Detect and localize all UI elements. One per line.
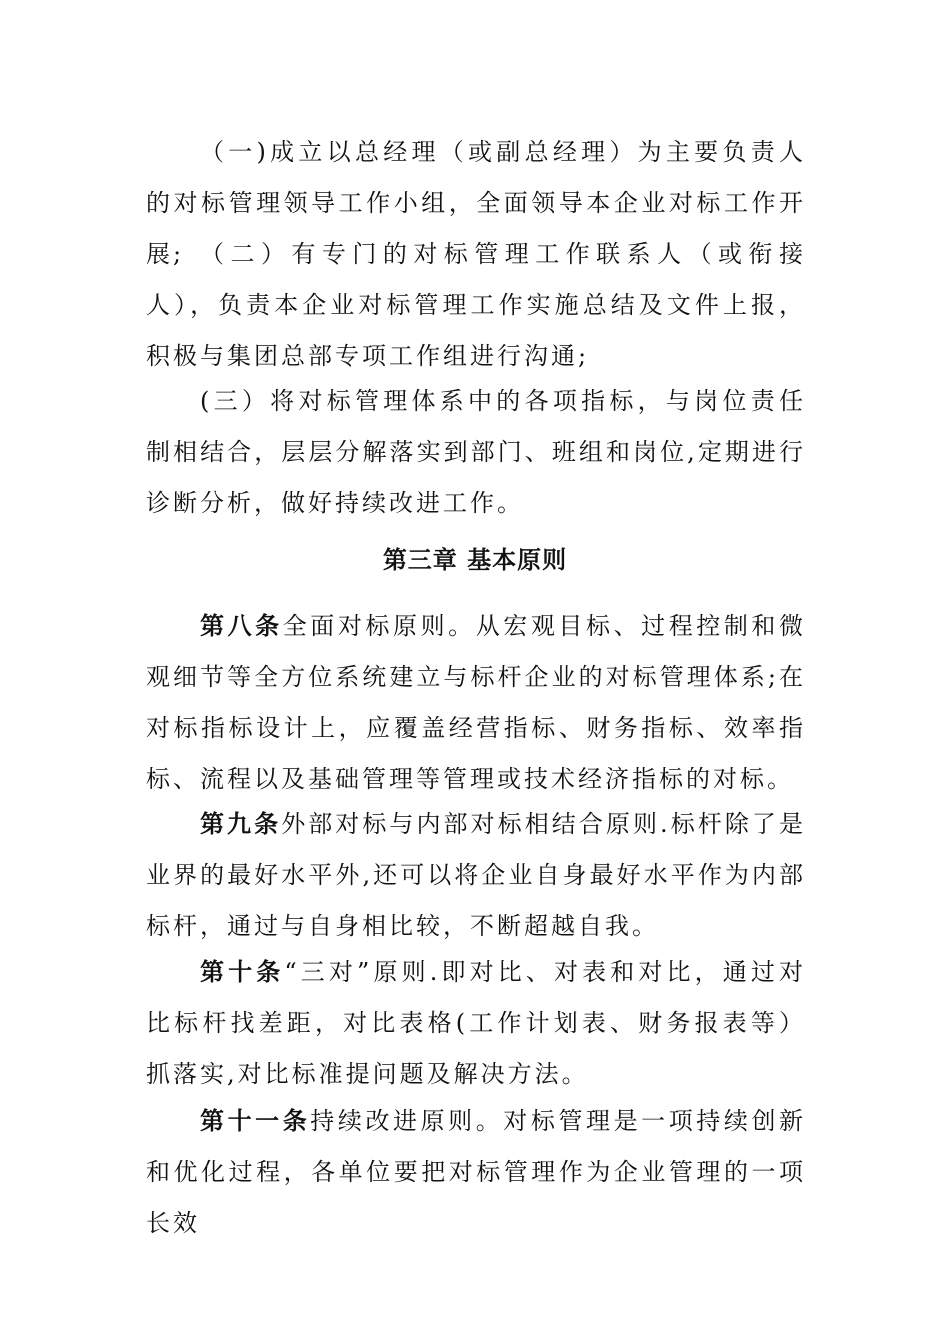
article-label: 第八条 bbox=[200, 611, 283, 640]
article-8 bbox=[146, 600, 806, 805]
article-11 bbox=[146, 1095, 806, 1249]
paragraph-item-1: （一)成立以总经理（或副总经理）为主要负责人的对标管理领导工作小组，全面领导本企业对标工作开展; bbox=[146, 138, 806, 268]
article-text: “三对”原则.即对比、对表和对比，通过对比标杆找差距，对比表格(工作计划表、财务报表等）抓落实,对比标准提问题及解决方法。 bbox=[146, 958, 806, 1088]
article-text: 持续改进原则。对标管理是一项持续创新和优化过程，各单位要把对标管理作为企业管理的一项长效 bbox=[146, 1107, 807, 1237]
chapter-heading: 第三章 基本原则 bbox=[382, 545, 568, 574]
article-text: 全面对标原则。从宏观目标、过程控制和微观细节等全方位系统建立与标杆企业的对标管理体系;在对标指标设计上，应覆盖经营指标、财务指标、效率指标、流程以及基础管理等管理或技术经济指标的对标。 bbox=[146, 612, 807, 793]
article-9 bbox=[146, 798, 806, 952]
article-label: 第十一条 bbox=[200, 1106, 311, 1135]
article-10 bbox=[146, 946, 806, 1100]
paragraph-item-2: （二）有专门的对标管理工作联系人（或衔接人），负责本企业对标管理工作实施总结及文件上报，积极与集团总部专项工作组进行沟通; bbox=[146, 240, 806, 370]
paragraph-item-3: (三）将对标管理体系中的各项指标，与岗位责任制相结合，层层分解落实到部门、班组和岗位,定期进行诊断分析，做好持续改进工作。 bbox=[146, 387, 806, 517]
article-text: 外部对标与内部对标相结合原则.标杆除了是业界的最好水平外,还可以将企业自身最好水平作为内部标杆，通过与自身相比较，不断超越自我。 bbox=[146, 810, 806, 940]
article-label: 第九条 bbox=[200, 809, 282, 838]
article-label: 第十条 bbox=[200, 957, 285, 986]
